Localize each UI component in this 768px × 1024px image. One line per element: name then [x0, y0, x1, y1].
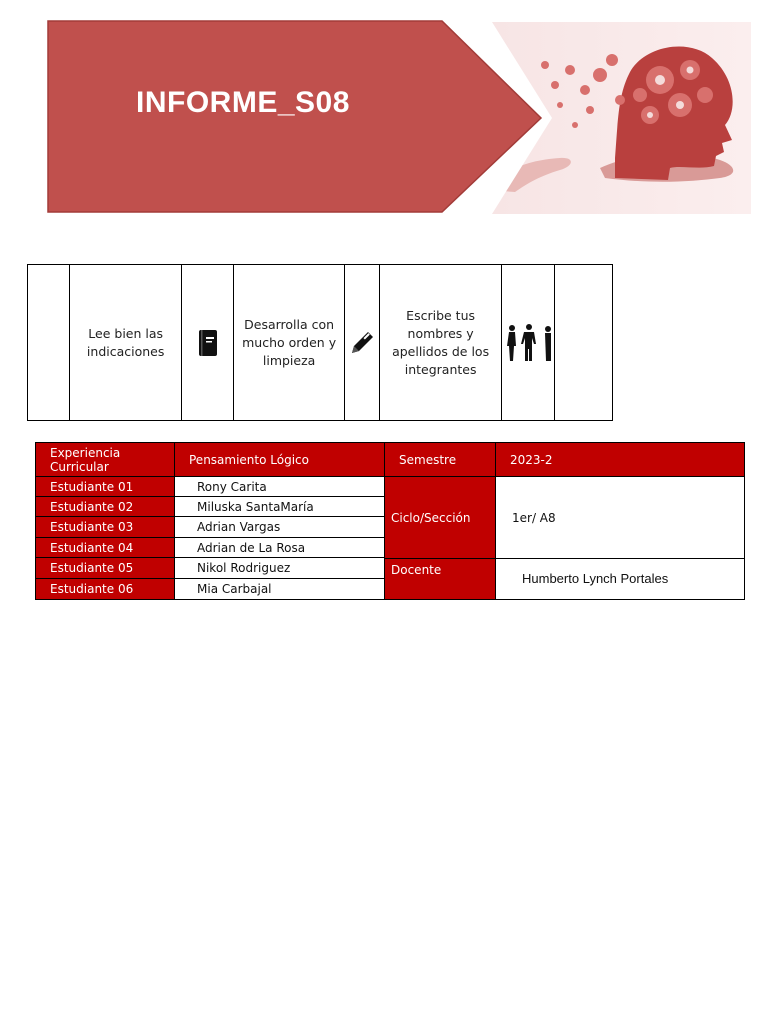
- instruction-names-text: Escribe tus nombres y apellidos de los integrantes: [380, 265, 503, 420]
- experiencia-label: Experiencia Curricular: [35, 442, 175, 477]
- student-name: Adrian de La Rosa: [174, 537, 385, 558]
- document-title: INFORME_S08: [136, 86, 350, 119]
- instructions-table: [27, 264, 613, 421]
- instructions-spacer: [28, 265, 70, 420]
- pencil-icon: [345, 265, 380, 420]
- people-icon: [502, 265, 555, 420]
- semestre-value: 2023-2: [495, 442, 745, 477]
- student-label: Estudiante 02: [35, 496, 175, 517]
- experiencia-value: Pensamiento Lógico: [174, 442, 385, 477]
- header-banner: [0, 0, 768, 230]
- student-label: Estudiante 04: [35, 537, 175, 558]
- ciclo-value: 1er/ A8: [495, 476, 745, 559]
- instruction-order-text: Desarrolla con mucho orden y limpieza: [234, 265, 345, 420]
- student-name: Nikol Rodriguez: [174, 557, 385, 579]
- student-name: Rony Carita: [174, 476, 385, 497]
- docente-label: Docente: [384, 558, 496, 600]
- book-icon: [182, 265, 234, 420]
- instruction-read-text: Lee bien las indicaciones: [70, 265, 183, 420]
- student-label: Estudiante 05: [35, 557, 175, 579]
- student-name: Mia Carbajal: [174, 578, 385, 600]
- ciclo-label: Ciclo/Sección: [384, 476, 496, 559]
- student-label: Estudiante 01: [35, 476, 175, 497]
- docente-value: Humberto Lynch Portales: [495, 558, 745, 600]
- student-label: Estudiante 06: [35, 578, 175, 600]
- instructions-spacer-end: [555, 265, 612, 420]
- student-name: Miluska SantaMaría: [174, 496, 385, 517]
- banner-graphic: [0, 0, 768, 230]
- student-label: Estudiante 03: [35, 516, 175, 538]
- student-name: Adrian Vargas: [174, 516, 385, 538]
- semestre-label: Semestre: [384, 442, 496, 477]
